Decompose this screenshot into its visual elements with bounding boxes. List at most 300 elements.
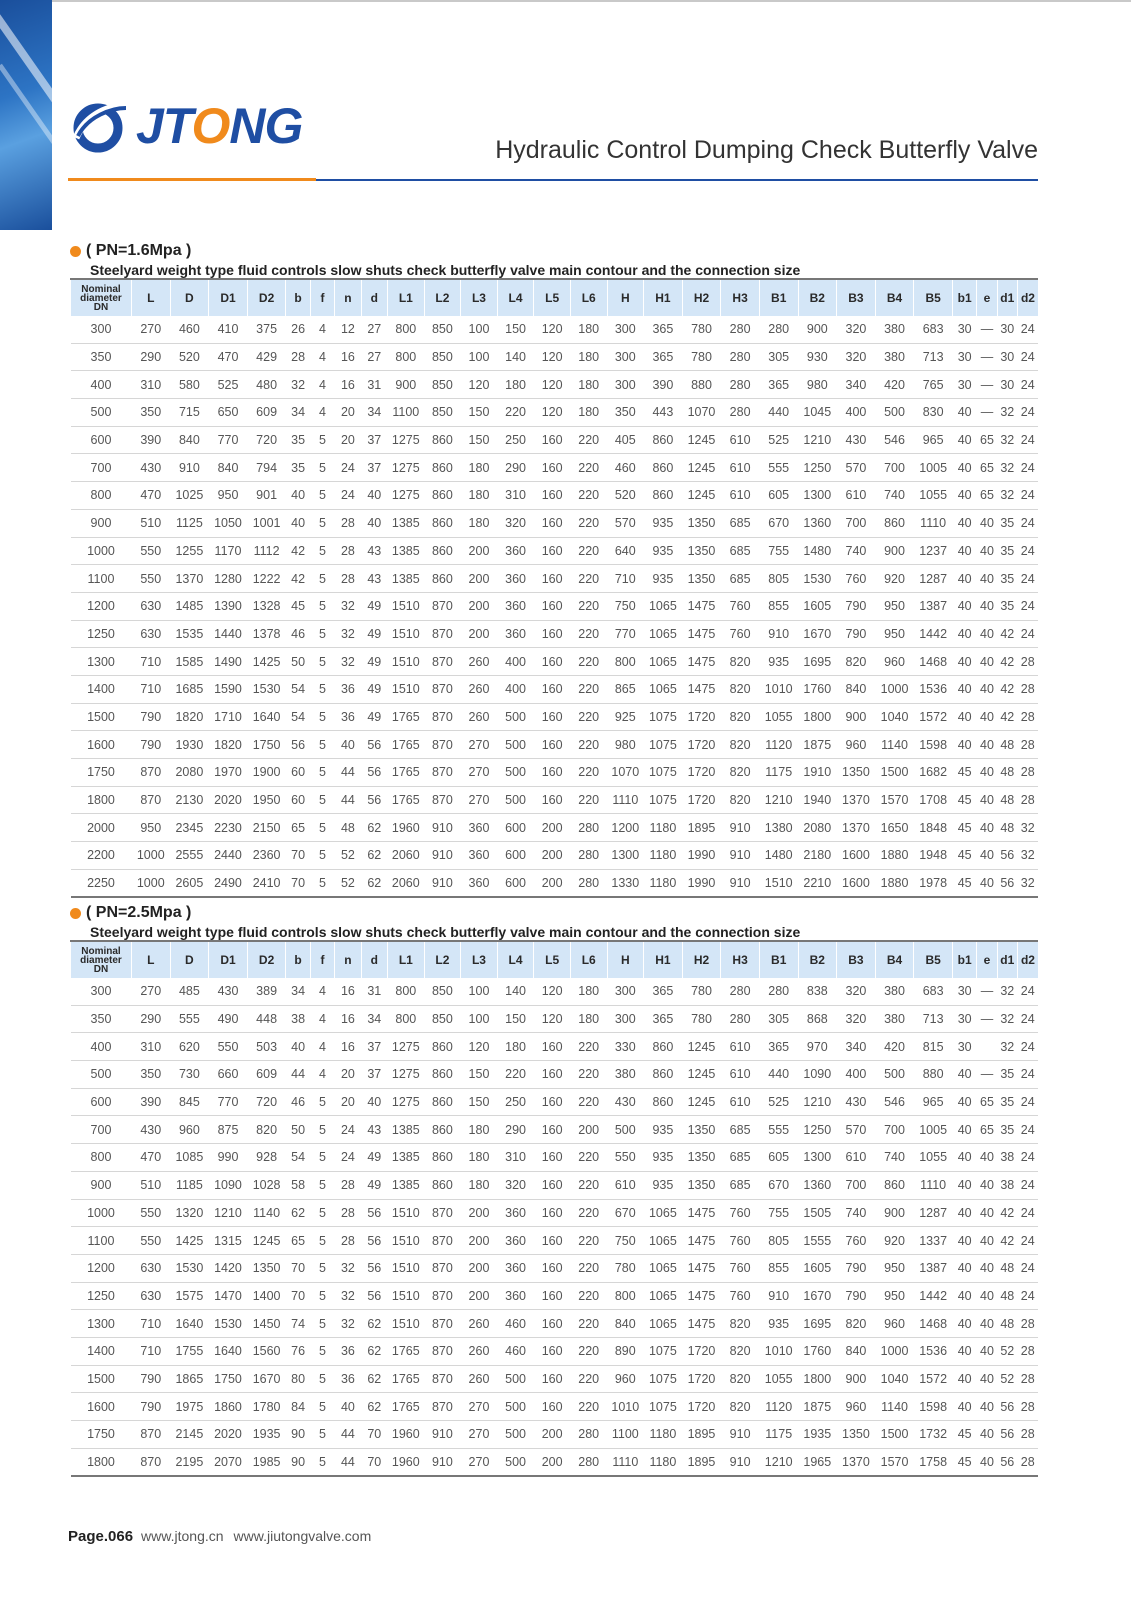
table-cell: 1001 [247, 509, 286, 537]
table-cell: 40 [952, 454, 976, 482]
table-cell: 32 [1017, 814, 1038, 842]
table-cell: 580 [170, 371, 209, 399]
table-cell: 200 [570, 1116, 607, 1144]
dn-header-line: Nominal [81, 945, 121, 957]
table-cell: 1780 [247, 1393, 286, 1421]
table-row [71, 620, 1039, 648]
table-cell: 24 [1017, 371, 1038, 399]
table-cell: 220 [570, 1033, 607, 1061]
table-cell: 860 [424, 1116, 461, 1144]
table-cell: 1948 [914, 842, 953, 870]
table-cell: 1065 [644, 592, 683, 620]
table-cell: 1112 [247, 537, 286, 565]
table-cell: 40 [952, 1310, 976, 1338]
table-cell: 750 [607, 592, 644, 620]
table-cell: 1650 [875, 814, 914, 842]
table-cell: 1175 [759, 759, 798, 787]
table-cell: 935 [644, 565, 683, 593]
table-cell: — [977, 1061, 997, 1089]
table-cell: 1475 [682, 1199, 721, 1227]
table-cell: 685 [721, 1144, 760, 1172]
table-cell: 1370 [837, 786, 876, 814]
table-cell: 32 [997, 1005, 1017, 1033]
table-cell: 220 [570, 1088, 607, 1116]
table-cell: 120 [461, 1033, 498, 1061]
table-cell: 5 [310, 759, 334, 787]
table-cell: 49 [361, 592, 387, 620]
table-cell: 5 [310, 814, 334, 842]
table-cell: 1875 [798, 1393, 837, 1421]
table-row [71, 482, 1039, 510]
table-cell: 400 [497, 648, 534, 676]
table-cell: 65 [977, 1088, 997, 1116]
table-cell: 405 [607, 426, 644, 454]
table-cell: 62 [361, 1365, 387, 1393]
table-cell: 160 [534, 703, 571, 731]
table-cell: 1975 [170, 1393, 209, 1421]
table-cell: 1065 [644, 1254, 683, 1282]
table-cell: 42 [286, 565, 310, 593]
column-header: L4 [497, 941, 534, 978]
table-cell: 760 [721, 620, 760, 648]
dn-cell: 400 [71, 1033, 132, 1061]
table-cell: 935 [644, 1116, 683, 1144]
table-cell: 56 [361, 731, 387, 759]
table-cell: 350 [131, 399, 170, 427]
table-cell: 935 [644, 509, 683, 537]
table-cell: 770 [209, 426, 248, 454]
table-cell: 800 [388, 1005, 425, 1033]
page-footer [68, 1528, 371, 1545]
table-cell: 1682 [914, 759, 953, 787]
table-cell: 900 [798, 316, 837, 343]
table-cell: 160 [534, 1227, 571, 1255]
brand-letters: NG [229, 98, 303, 154]
table-cell: 860 [644, 1061, 683, 1089]
table-cell: 40 [952, 482, 976, 510]
pressure-rating [70, 904, 191, 922]
table-cell: 1442 [914, 620, 953, 648]
table-cell: 2130 [170, 786, 209, 814]
table-cell: 1180 [644, 842, 683, 870]
table-cell: 830 [914, 399, 953, 427]
table-cell: 49 [361, 620, 387, 648]
table-cell: 1935 [798, 1421, 837, 1449]
table-cell: 1895 [682, 1421, 721, 1449]
table-cell: 160 [534, 1171, 571, 1199]
table-cell: 24 [1017, 1199, 1038, 1227]
table-cell: 40 [286, 482, 310, 510]
table-cell: 1750 [209, 1365, 248, 1393]
table-cell: 160 [534, 565, 571, 593]
table-cell: 870 [131, 1448, 170, 1476]
table-cell: 45 [952, 1421, 976, 1449]
table-cell: 880 [914, 1061, 953, 1089]
table-cell: 40 [977, 1365, 997, 1393]
table-cell: 1055 [914, 482, 953, 510]
table-cell: 34 [286, 978, 310, 1005]
table-cell: 42 [997, 703, 1017, 731]
table-cell: 1560 [247, 1337, 286, 1365]
table-cell: 200 [534, 842, 571, 870]
table-cell: 40 [952, 1171, 976, 1199]
table-cell: 1378 [247, 620, 286, 648]
dn-cell: 1100 [71, 1227, 132, 1255]
column-header: d2 [1017, 941, 1038, 978]
table-cell: 1708 [914, 786, 953, 814]
table-cell: 1555 [798, 1227, 837, 1255]
column-header: d2 [1017, 279, 1038, 316]
table-cell [977, 1033, 997, 1061]
table-cell: 49 [361, 648, 387, 676]
table-cell: 546 [875, 426, 914, 454]
table-cell: 755 [759, 537, 798, 565]
table-cell: 84 [286, 1393, 310, 1421]
table-cell: 740 [875, 482, 914, 510]
table-cell: 1800 [798, 703, 837, 731]
table-row [71, 1005, 1039, 1033]
column-header: d [361, 279, 387, 316]
table-cell: 160 [534, 759, 571, 787]
table-cell: 960 [170, 1116, 209, 1144]
table-cell: 800 [388, 343, 425, 371]
table-cell: — [977, 1005, 997, 1033]
table-cell: 40 [952, 703, 976, 731]
table-cell: 1055 [759, 1365, 798, 1393]
table-cell: 1140 [247, 1199, 286, 1227]
table-cell: 1510 [388, 1227, 425, 1255]
table-cell: 870 [424, 1393, 461, 1421]
column-header: L1 [388, 941, 425, 978]
table-cell: 1510 [388, 675, 425, 703]
table-cell: 32 [997, 482, 1017, 510]
table-cell: 1880 [875, 869, 914, 897]
table-body [71, 978, 1039, 1476]
table-cell: 310 [497, 482, 534, 510]
dn-cell: 800 [71, 482, 132, 510]
table-cell: 650 [209, 399, 248, 427]
table-cell: 28 [1017, 731, 1038, 759]
table-cell: 260 [461, 675, 498, 703]
table-cell: 40 [977, 1421, 997, 1449]
table-cell: 1110 [914, 509, 953, 537]
table-cell: 2605 [170, 869, 209, 897]
table-cell: 24 [1017, 1144, 1038, 1172]
column-header: L5 [534, 279, 571, 316]
table-cell: 1245 [682, 1088, 721, 1116]
table-cell: 910 [424, 1448, 461, 1476]
table-row [71, 759, 1039, 787]
table-cell: 740 [837, 537, 876, 565]
table-cell: 32 [335, 1310, 361, 1338]
table-cell: 40 [952, 592, 976, 620]
column-header: L2 [424, 941, 461, 978]
table-cell: 28 [335, 509, 361, 537]
table-cell: 1895 [682, 1448, 721, 1476]
table-row [71, 1337, 1039, 1365]
table-cell: 1510 [388, 1199, 425, 1227]
table-cell: 28 [335, 1171, 361, 1199]
column-header: L5 [534, 941, 571, 978]
table-cell: 360 [461, 869, 498, 897]
table-cell: 4 [310, 978, 334, 1005]
table-cell: 60 [286, 759, 310, 787]
table-cell: 5 [310, 1116, 334, 1144]
table-cell: 1070 [682, 399, 721, 427]
table-cell: 1475 [682, 675, 721, 703]
table-cell: 860 [424, 565, 461, 593]
table-cell: 31 [361, 978, 387, 1005]
column-header: n [335, 941, 361, 978]
table-cell: 28 [335, 537, 361, 565]
table-cell: 220 [570, 759, 607, 787]
table-cell: 970 [798, 1033, 837, 1061]
table-cell: 800 [607, 648, 644, 676]
table-cell: 870 [424, 731, 461, 759]
table-cell: 555 [170, 1005, 209, 1033]
dn-cell: 1400 [71, 675, 132, 703]
table-cell: 1510 [759, 869, 798, 897]
table-cell: 280 [721, 316, 760, 343]
table-cell: 1536 [914, 1337, 953, 1365]
table-cell: 1065 [644, 1227, 683, 1255]
table-cell: 1040 [875, 703, 914, 731]
table-cell: 220 [570, 703, 607, 731]
table-cell: 1350 [682, 1171, 721, 1199]
table-cell: 180 [570, 399, 607, 427]
table-cell: 443 [644, 399, 683, 427]
table-cell: 845 [170, 1088, 209, 1116]
table-cell: 1500 [875, 1421, 914, 1449]
table-cell: 930 [798, 343, 837, 371]
table-cell: 24 [1017, 482, 1038, 510]
table-cell: 180 [461, 509, 498, 537]
table-cell: 150 [497, 316, 534, 343]
table-row [71, 703, 1039, 731]
table-cell: 365 [644, 343, 683, 371]
dn-header-line: diameter [80, 292, 122, 304]
table-cell: 40 [977, 1282, 997, 1310]
table-cell: 320 [497, 1171, 534, 1199]
table-cell: 40 [977, 1227, 997, 1255]
table-row [71, 1282, 1039, 1310]
table-cell: 1940 [798, 786, 837, 814]
table-cell: 30 [997, 316, 1017, 343]
table-cell: 820 [837, 1310, 876, 1338]
table-cell: 120 [534, 1005, 571, 1033]
table-cell: 365 [644, 978, 683, 1005]
table-cell: 280 [570, 869, 607, 897]
table-cell: 1055 [914, 1144, 953, 1172]
table-cell: 610 [721, 454, 760, 482]
table-cell: 840 [170, 426, 209, 454]
table-cell: 380 [607, 1061, 644, 1089]
table-cell: 40 [977, 869, 997, 897]
table-cell: 180 [570, 316, 607, 343]
table-cell: 330 [607, 1033, 644, 1061]
table-cell: 62 [361, 814, 387, 842]
website-link-2[interactable]: www.jiutongvalve.com [233, 1528, 372, 1544]
table-cell: 100 [461, 978, 498, 1005]
table-cell: 220 [497, 1061, 534, 1089]
table-cell: 860 [644, 454, 683, 482]
table-cell: 42 [997, 620, 1017, 648]
table-cell: 290 [497, 454, 534, 482]
table-cell: 1180 [644, 1421, 683, 1449]
table-cell: 510 [131, 1171, 170, 1199]
bullet-icon [70, 246, 81, 257]
table-cell: 710 [607, 565, 644, 593]
table-cell: 1442 [914, 1282, 953, 1310]
table-cell: 960 [875, 1310, 914, 1338]
table-cell: 790 [837, 620, 876, 648]
table-cell: 790 [837, 1254, 876, 1282]
table-cell: 860 [424, 454, 461, 482]
table-cell: 1010 [759, 1337, 798, 1365]
table-cell: 36 [335, 1337, 361, 1365]
table-cell: 570 [837, 454, 876, 482]
table-cell: 120 [534, 978, 571, 1005]
table-cell: 1275 [388, 1061, 425, 1089]
table-cell: 32 [1017, 869, 1038, 897]
table-cell: 32 [335, 648, 361, 676]
table-cell: 448 [247, 1005, 286, 1033]
table-cell: 610 [721, 1061, 760, 1089]
table-cell: 1385 [388, 1144, 425, 1172]
table-cell: 40 [977, 675, 997, 703]
table-cell: 340 [837, 371, 876, 399]
table-cell: 925 [607, 703, 644, 731]
website-link[interactable]: www.jtong.cn [141, 1528, 224, 1544]
table-cell: 1210 [759, 786, 798, 814]
table-cell: 160 [534, 1365, 571, 1393]
table-cell: 1960 [388, 1448, 425, 1476]
table-cell: 920 [875, 1227, 914, 1255]
table-cell: 1760 [798, 675, 837, 703]
table-cell: 1572 [914, 1365, 953, 1393]
table-cell: 740 [875, 1144, 914, 1172]
table-row [71, 1116, 1039, 1144]
table-cell: 160 [534, 1144, 571, 1172]
dn-cell: 1200 [71, 1254, 132, 1282]
table-cell: 1075 [644, 1393, 683, 1421]
table-cell: 1360 [798, 509, 837, 537]
column-header: L1 [388, 279, 425, 316]
table-cell: 2360 [247, 842, 286, 870]
table-cell: 1598 [914, 731, 953, 759]
table-cell: 755 [759, 1199, 798, 1227]
table-cell: 685 [721, 509, 760, 537]
table-cell: 790 [131, 703, 170, 731]
column-header: f [310, 279, 334, 316]
table-cell: 1175 [759, 1421, 798, 1449]
table-cell: 420 [875, 1033, 914, 1061]
table-cell: 180 [570, 1005, 607, 1033]
table-row [71, 675, 1039, 703]
table-cell: 1255 [170, 537, 209, 565]
table-cell: 820 [721, 1393, 760, 1421]
dn-cell: 600 [71, 426, 132, 454]
table-cell: 200 [461, 565, 498, 593]
table-cell: 45 [952, 814, 976, 842]
table-cell: 28 [1017, 1337, 1038, 1365]
table-cell: 685 [721, 1171, 760, 1199]
dn-cell: 350 [71, 1005, 132, 1033]
table-cell: 27 [361, 343, 387, 371]
column-header: B2 [798, 279, 837, 316]
page-number: Page.066 [68, 1528, 134, 1545]
table-row [71, 592, 1039, 620]
table-cell: 1468 [914, 648, 953, 676]
table-cell: 16 [335, 1005, 361, 1033]
dimension-table [70, 278, 1038, 898]
dn-cell: 2250 [71, 869, 132, 897]
table-cell: 32 [335, 620, 361, 648]
table-cell: 40 [952, 1282, 976, 1310]
column-header: L3 [461, 279, 498, 316]
table-cell: 42 [286, 537, 310, 565]
table-cell: 5 [310, 842, 334, 870]
table-cell: 32 [997, 454, 1017, 482]
column-header: B5 [914, 941, 953, 978]
table-cell: 52 [335, 869, 361, 897]
table-cell: 220 [570, 1171, 607, 1199]
table-cell: 950 [875, 1282, 914, 1310]
table-cell: 1425 [170, 1227, 209, 1255]
table-cell: 310 [131, 371, 170, 399]
section-pn16 [70, 242, 1038, 898]
table-cell: 790 [131, 1365, 170, 1393]
table-cell: 300 [607, 343, 644, 371]
table-cell: 5 [310, 1337, 334, 1365]
table-cell: 1387 [914, 1254, 953, 1282]
table-cell: 320 [837, 343, 876, 371]
table-cell: 40 [977, 786, 997, 814]
table-cell: 56 [997, 1448, 1017, 1476]
table-cell: 40 [952, 1144, 976, 1172]
table-cell: 770 [607, 620, 644, 648]
table-cell: 1075 [644, 1337, 683, 1365]
column-header: f [310, 941, 334, 978]
table-cell: 1028 [247, 1171, 286, 1199]
column-header: D2 [247, 941, 286, 978]
column-header: d1 [997, 279, 1017, 316]
table-cell: 1210 [798, 426, 837, 454]
column-header: B1 [759, 941, 798, 978]
table-cell: 5 [310, 1393, 334, 1421]
column-header-dn [71, 941, 132, 978]
table-cell: 360 [497, 1282, 534, 1310]
table-cell: 120 [534, 343, 571, 371]
table-cell: 5 [310, 454, 334, 482]
corner-decoration [0, 0, 52, 230]
dn-header-line: Nominal [81, 283, 121, 295]
table-cell: 780 [682, 343, 721, 371]
table-cell: 1000 [875, 675, 914, 703]
table-cell: 160 [534, 731, 571, 759]
table-cell: 220 [570, 509, 607, 537]
table-cell: 700 [837, 1171, 876, 1199]
table-cell: 868 [798, 1005, 837, 1033]
table-cell: 935 [644, 1171, 683, 1199]
table-cell: 24 [335, 482, 361, 510]
table-cell: 160 [534, 1310, 571, 1338]
table-cell: 1180 [644, 814, 683, 842]
table-cell: 38 [286, 1005, 310, 1033]
table-cell: 280 [721, 343, 760, 371]
table-cell: 840 [837, 1337, 876, 1365]
table-cell: 70 [286, 1282, 310, 1310]
